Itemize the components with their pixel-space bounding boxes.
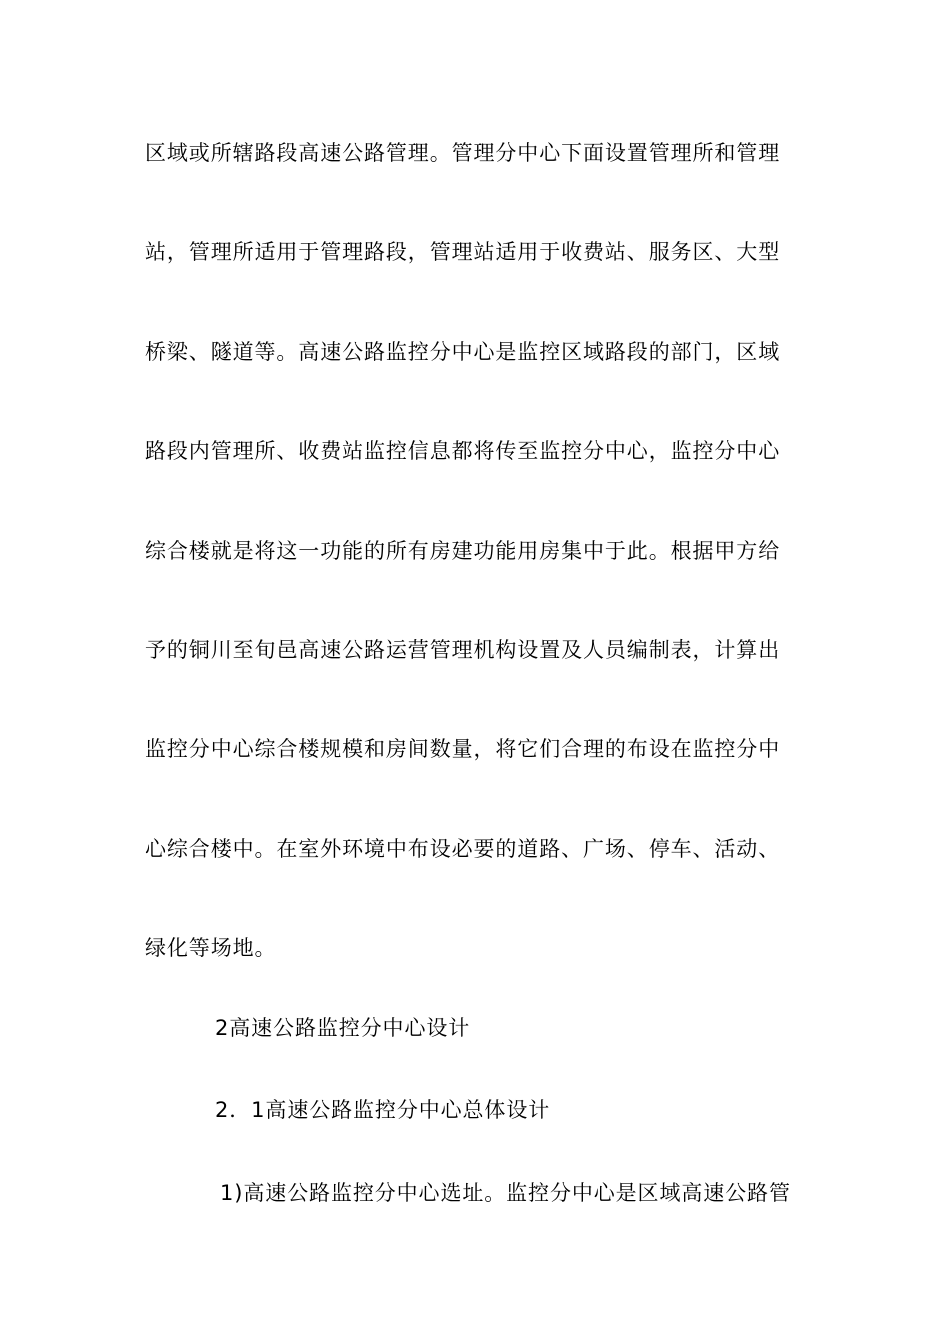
body-text-line-9: 绿化等场地。 bbox=[145, 936, 277, 960]
body-text-line-6: 予的铜川至旬邑高速公路运营管理机构设置及人员编制表，计算出 bbox=[145, 638, 781, 662]
body-text-line-1: 区域或所辖路段高速公路管理。管理分中心下面设置管理所和管理 bbox=[145, 141, 781, 165]
body-text-line-7: 监控分中心综合楼规模和房间数量，将它们合理的布设在监控分中 bbox=[145, 737, 781, 761]
body-text-line-4: 路段内管理所、收费站监控信息都将传至监控分中心，监控分中心 bbox=[145, 439, 781, 463]
body-text-line-8: 心综合楼中。在室外环境中布设必要的道路、广场、停车、活动、 bbox=[145, 837, 781, 861]
body-text-line-2: 站，管理所适用于管理路段，管理站适用于收费站、服务区、大型 bbox=[145, 240, 781, 264]
body-text-line-3: 桥梁、隧道等。高速公路监控分中心是监控区域路段的部门，区域 bbox=[145, 340, 781, 364]
subsection-heading: 2．1高速公路监控分中心总体设计 bbox=[215, 1098, 551, 1122]
paragraph-start-line: 1)高速公路监控分中心选址。监控分中心是区域高速公路管 bbox=[220, 1181, 791, 1205]
section-heading: 2高速公路监控分中心设计 bbox=[215, 1016, 471, 1040]
body-text-line-5: 综合楼就是将这一功能的所有房建功能用房集中于此。根据甲方给 bbox=[145, 539, 781, 563]
